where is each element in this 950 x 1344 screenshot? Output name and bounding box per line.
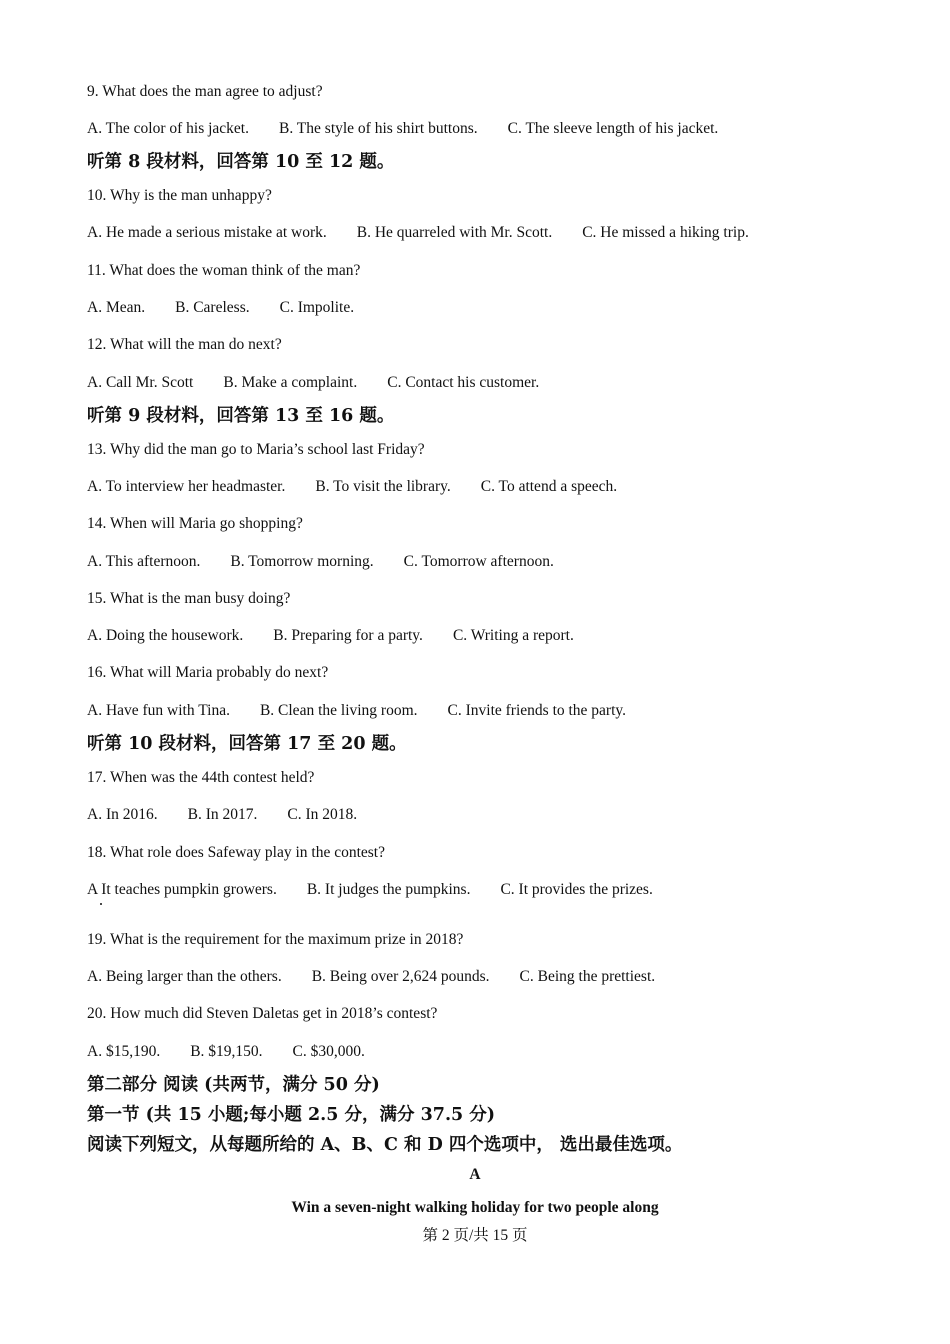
question-q20: 20. How much did Steven Daletas get in 2018’s contest? [87,1005,438,1022]
answer-option: C. The sleeve length of his jacket. [507,120,719,137]
answer-option: A. To interview her headmaster. [87,478,286,495]
answer-option: C. Being the prettiest. [519,968,656,985]
question-q11: 11. What does the woman think of the man? [87,262,361,279]
answer-option: A. Call Mr. Scott [87,374,194,391]
answer-option: B. He quarreled with Mr. Scott. [356,224,553,241]
answer-option: C. In 2018. [287,806,358,823]
question-q16: 16. What will Maria probably do next? [87,664,329,681]
answer-option: A. The color of his jacket. [87,120,249,137]
answer-option: B. It judges the pumpkins. [306,881,471,898]
answer-option: B. In 2017. [187,806,258,823]
answer-options-q12o [87,373,539,393]
section-heading: 第一节 (共 15 小题;每小题 2.5 分，满分 37.5 分) [87,1105,496,1125]
answer-option: A. Being larger than the others. [87,968,282,985]
stray-dot-mark [100,903,102,905]
answer-option: A. This afternoon. [87,553,201,570]
answer-options-q10o [87,223,749,243]
answer-option: B. Preparing for a party. [273,627,423,644]
question-q13: 13. Why did the man go to Maria’s school last Friday? [87,441,425,458]
answer-option: C. Tomorrow afternoon. [403,553,554,570]
question-q12: 12. What will the man do next? [87,336,282,353]
answer-option: C. To attend a speech. [480,478,618,495]
question-q15: 15. What is the man busy doing? [87,590,291,607]
question-q14: 14. When will Maria go shopping? [87,515,303,532]
answer-option: C. Invite friends to the party. [447,702,627,719]
answer-option: B. Clean the living room. [259,702,418,719]
question-q18: 18. What role does Safeway play in the contest? [87,844,385,861]
passage-title: Win a seven-night walking holiday for two people along [291,1199,659,1216]
question-q9: 9. What does the man agree to adjust? [87,83,323,100]
section-heading: 阅读下列短文，从每题所给的 A、B、C 和 D 四个选项中， 选出最佳选项。 [87,1135,683,1155]
answer-option: B. Make a complaint. [223,374,358,391]
answer-options-q11o [87,298,354,318]
answer-options-q15o [87,626,574,646]
answer-option: C. $30,000. [292,1043,365,1060]
passage-label: A [469,1166,481,1183]
answer-option: C. Impolite. [279,299,355,316]
answer-option: B. $19,150. [190,1043,263,1060]
answer-option: B. The style of his shirt buttons. [279,120,478,137]
section-heading: 听第 9 段材料，回答第 13 至 16 题。 [87,406,395,426]
section-heading: 听第 8 段材料，回答第 10 至 12 题。 [87,152,395,172]
answer-option: B. To visit the library. [315,478,451,495]
answer-options-q16o [87,701,626,721]
answer-option: A. He made a serious mistake at work. [87,224,327,241]
answer-options-q17o [87,805,357,825]
answer-options-q9o [87,119,718,139]
question-q19: 19. What is the requirement for the maximum prize in 2018? [87,931,464,948]
answer-option: A. Doing the housework. [87,627,244,644]
answer-options-q18o [87,880,653,900]
answer-options-q13o [87,477,617,497]
question-q10: 10. Why is the man unhappy? [87,187,272,204]
answer-option: A. $15,190. [87,1043,161,1060]
answer-option: C. Contact his customer. [387,374,540,391]
answer-option: C. He missed a hiking trip. [582,224,749,241]
answer-option: A. Have fun with Tina. [87,702,230,719]
answer-option: A. In 2016. [87,806,158,823]
question-q17: 17. When was the 44th contest held? [87,769,315,786]
answer-option: B. Careless. [175,299,250,316]
page-footer: 第 2 页/共 15 页 [422,1227,528,1244]
answer-option: B. Tomorrow morning. [230,553,374,570]
answer-option: B. Being over 2,624 pounds. [311,968,490,985]
section-heading: 听第 10 段材料，回答第 17 至 20 题。 [87,734,407,754]
answer-options-q19o [87,967,655,987]
answer-options-q14o [87,552,554,572]
answer-option: C. Writing a report. [452,627,574,644]
answer-option: A It teaches pumpkin growers. [87,881,277,898]
answer-options-q20o [87,1042,365,1062]
answer-option: A. Mean. [87,299,146,316]
section-heading: 第二部分 阅读 (共两节，满分 50 分) [87,1075,380,1095]
answer-option: C. It provides the prizes. [500,881,653,898]
